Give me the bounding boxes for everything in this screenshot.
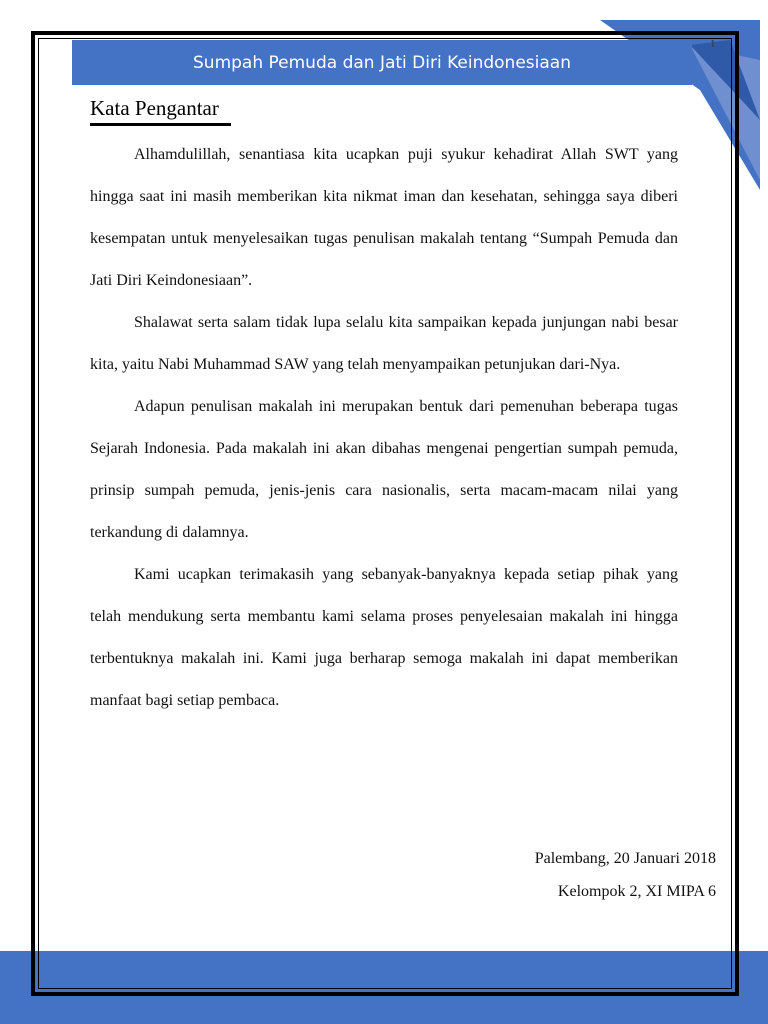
- signature-group: Kelompok 2, XI MIPA 6: [557, 883, 716, 900]
- page-header: Sumpah Pemuda dan Jati Diri Keindonesiaan: [72, 40, 692, 85]
- page-number: 1: [710, 38, 716, 50]
- document-body: [90, 134, 678, 722]
- paragraph: Shalawat serta salam tidak lupa selalu kita sampaikan kepada junjungan nabi besar kita, yaitu Nabi Muhammad SAW yang telah menyampaikan petunjukan dari-Nya.: [90, 314, 678, 373]
- section-title: Kata Pengantar: [90, 96, 231, 126]
- paragraph: Adapun penulisan makalah ini merupakan bentuk dari pemenuhan beberapa tugas Sejarah Indonesia. Pada makalah ini akan dibahas mengenai pengertian sumpah pemuda, prinsip sumpah pemuda, jenis-jenis cara nasionalis, serta macam-macam nilai yang terkandung di dalamnya.: [90, 398, 678, 541]
- signature-place-date: Palembang, 20 Januari 2018: [534, 850, 716, 867]
- paragraph: Alhamdulillah, senantiasa kita ucapkan puji syukur kehadirat Allah SWT yang hingga saat ini masih memberikan kita nikmat iman dan kesehatan, sehingga saya diberi kesempatan untuk menyelesaikan tugas penulisan makalah tentang “Sumpah Pemuda dan Jati Diri Keindonesiaan”.: [90, 146, 678, 289]
- paragraph: Kami ucapkan terimakasih yang sebanyak-banyaknya kepada setiap pihak yang telah mendukung serta membantu kami selama proses penyelesaian makalah ini hingga terbentuknya makalah ini. Kami juga berharap semoga makalah ini dapat memberikan manfaat bagi setiap pembaca.: [90, 566, 678, 709]
